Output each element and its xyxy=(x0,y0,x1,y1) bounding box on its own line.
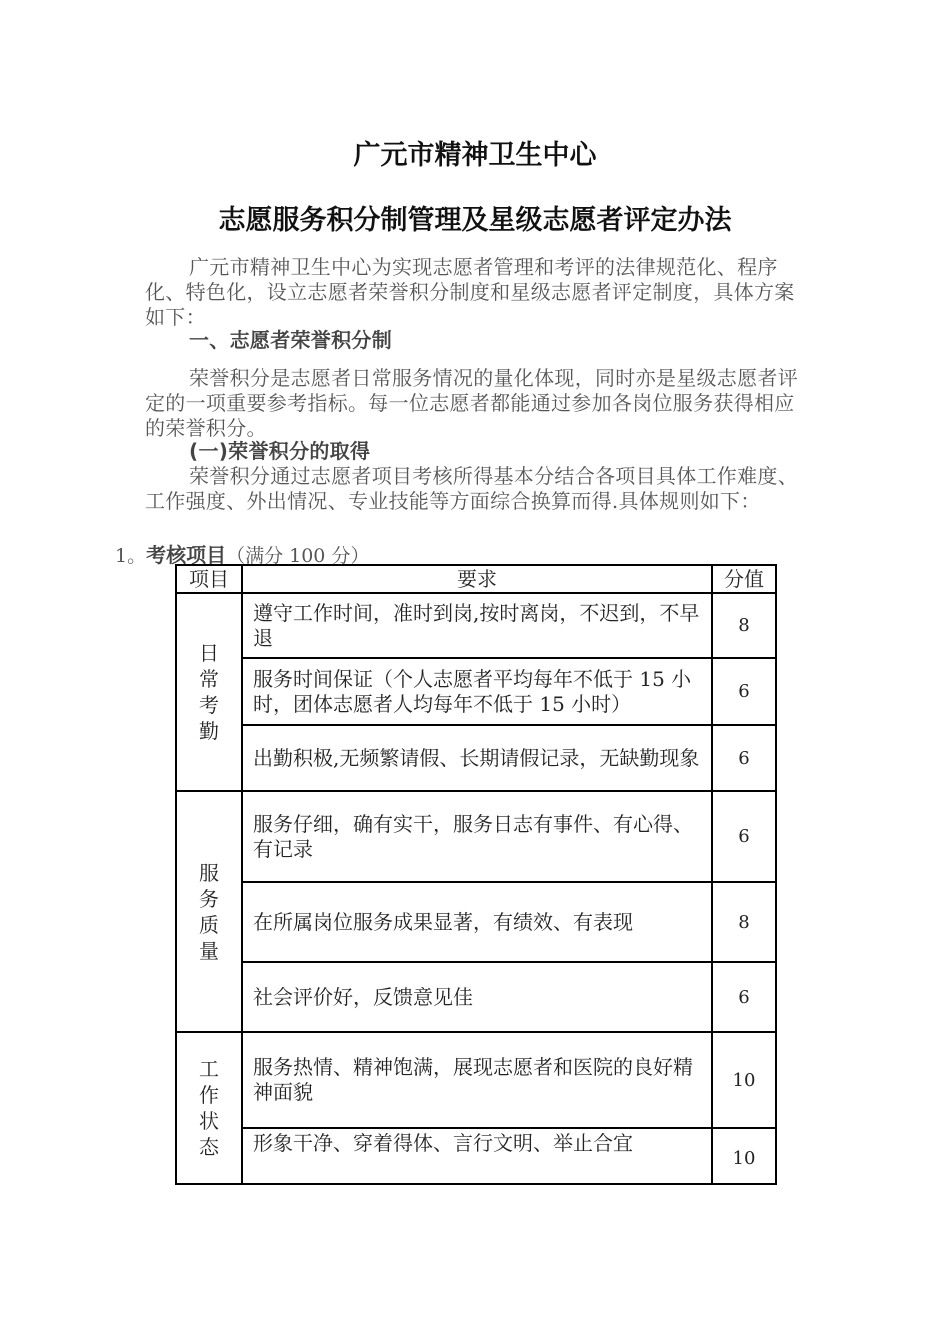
requirement-cell: 社会评价好，反馈意见佳 xyxy=(242,962,712,1032)
table-header-row xyxy=(176,565,776,593)
header-category: 项目 xyxy=(176,565,242,593)
subsection-heading-1: (一)荣誉积分的取得 xyxy=(189,439,371,463)
score-cell: 6 xyxy=(712,791,776,882)
subsection-1-paragraph: 荣誉积分通过志愿者项目考核所得基本分结合各项目具体工作难度、工作强度、外出情况、专业技能等方面综合换算而得.具体规则如下： xyxy=(145,464,798,513)
requirement-cell: 服务时间保证（个人志愿者平均每年不低于 15 小时，团体志愿者人均每年不低于 15 小时） xyxy=(242,658,712,725)
table-row xyxy=(176,725,776,791)
requirement-cell: 遵守工作时间，准时到岗,按时离岗，不迟到，不早退 xyxy=(242,593,712,658)
category-service-quality: 服 务 质 量 xyxy=(176,791,242,1032)
item-1-title: 考核项目 xyxy=(146,543,227,567)
table-row xyxy=(176,1032,776,1128)
score-cell: 8 xyxy=(712,593,776,658)
score-cell: 6 xyxy=(712,725,776,791)
score-cell: 8 xyxy=(712,882,776,962)
table-row xyxy=(176,593,776,658)
score-cell: 6 xyxy=(712,658,776,725)
requirement-cell: 服务仔细，确有实干，服务日志有事件、有心得、有记录 xyxy=(242,791,712,882)
intro-paragraph: 广元市精神卫生中心为实现志愿者管理和考评的法律规范化、程序化、特色化，设立志愿者荣誉积分制度和星级志愿者评定制度，具体方案如下： xyxy=(145,255,795,329)
requirement-cell: 服务热情、精神饱满，展现志愿者和医院的良好精神面貌 xyxy=(242,1032,712,1128)
item-1-note: （满分 100 分） xyxy=(226,545,370,567)
requirement-cell: 出勤积极,无频繁请假、长期请假记录，无缺勤现象 xyxy=(242,725,712,791)
document-title: 志愿服务积分制管理及星级志愿者评定办法 xyxy=(218,205,732,236)
table-row xyxy=(176,1128,776,1184)
header-requirement: 要求 xyxy=(242,565,712,593)
table-row xyxy=(176,882,776,962)
requirement-cell: 形象干净、穿着得体、言行文明、举止合宜 xyxy=(242,1128,712,1184)
item-1-number: 1。 xyxy=(115,545,147,567)
score-cell: 6 xyxy=(712,962,776,1032)
org-title: 广元市精神卫生中心 xyxy=(353,140,597,171)
requirement-cell: 在所属岗位服务成果显著，有绩效、有表现 xyxy=(242,882,712,962)
category-work-state: 工 作 状 态 xyxy=(176,1032,242,1184)
score-table xyxy=(175,564,777,1185)
table-row xyxy=(176,658,776,725)
table-row xyxy=(176,791,776,882)
section-1-paragraph: 荣誉积分是志愿者日常服务情况的量化体现，同时亦是星级志愿者评定的一项重要参考指标。每一位志愿者都能通过参加各岗位服务获得相应的荣誉积分。 xyxy=(145,366,798,440)
table-row xyxy=(176,962,776,1032)
score-cell: 10 xyxy=(712,1032,776,1128)
section-heading-1: 一、志愿者荣誉积分制 xyxy=(189,328,392,352)
header-score: 分值 xyxy=(712,565,776,593)
category-attendance: 日 常 考 勤 xyxy=(176,593,242,791)
score-cell: 10 xyxy=(712,1128,776,1184)
